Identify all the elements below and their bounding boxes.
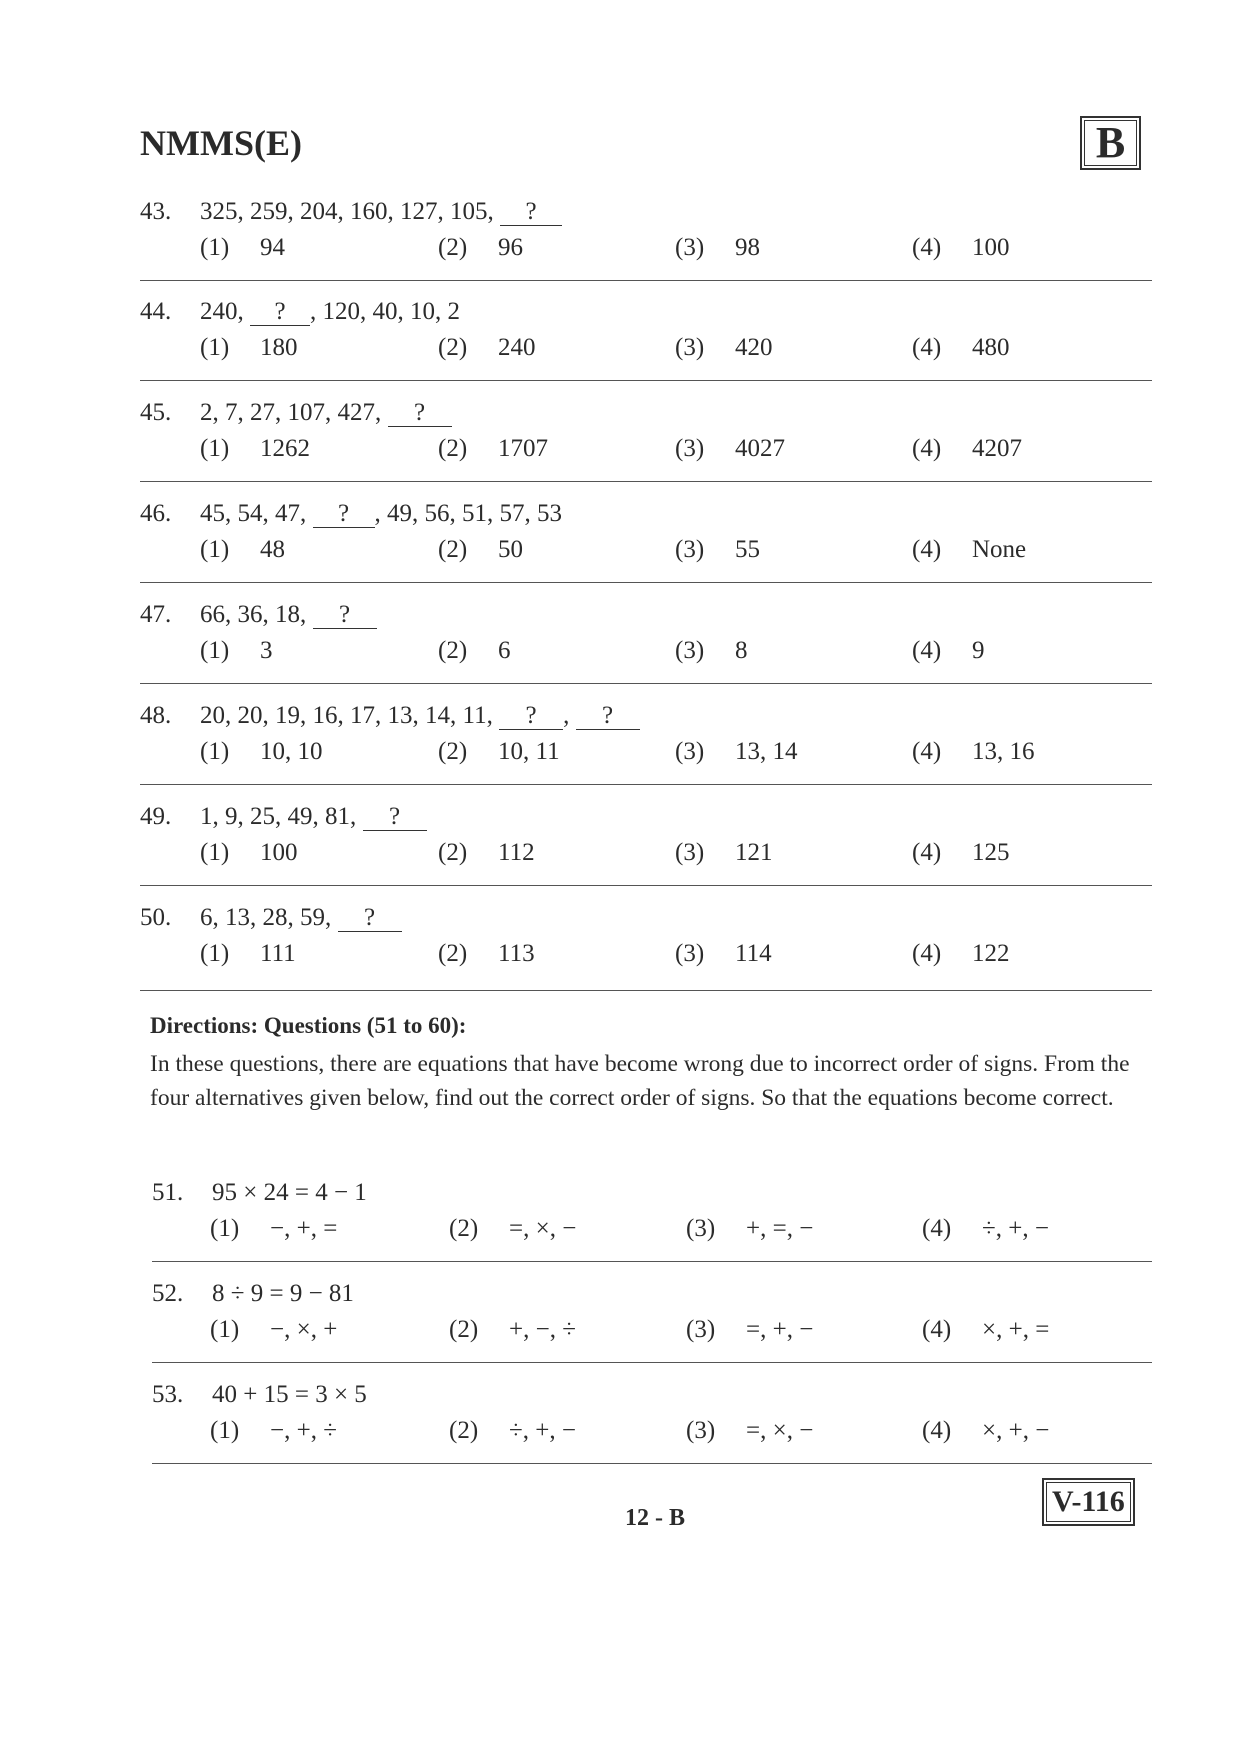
question-46 <box>140 500 1152 600</box>
option-1: (1) 100 <box>200 839 298 866</box>
option-1: (1) 1262 <box>200 435 310 462</box>
answer-blank: ? <box>499 703 563 730</box>
option-4: (4) 122 <box>912 940 1010 967</box>
question-51 <box>152 1179 1152 1279</box>
option-4: (4) None <box>912 536 1027 563</box>
divider <box>140 784 1152 785</box>
option-1: (1) 180 <box>200 334 298 361</box>
question-number: 43. <box>140 198 172 225</box>
option-4: (4) ×, +, − <box>922 1417 1050 1444</box>
answer-blank: ? <box>313 602 377 629</box>
question-number: 45. <box>140 399 172 426</box>
option-1: (1) 94 <box>200 234 285 261</box>
question-number: 52. <box>152 1280 184 1307</box>
option-3: (3) 4027 <box>675 435 785 462</box>
question-stem: 1, 9, 25, 49, 81, ? <box>200 803 427 831</box>
option-4: (4) 13, 16 <box>912 738 1035 765</box>
divider <box>140 990 1152 991</box>
option-2: (2) 6 <box>438 637 511 664</box>
divider <box>140 582 1152 583</box>
option-3: (3) 98 <box>675 234 760 261</box>
exam-title: NMMS(E) <box>140 123 302 163</box>
option-1: (1) −, +, = <box>210 1215 338 1242</box>
answer-blank: ? <box>313 501 375 528</box>
question-number: 49. <box>140 803 172 830</box>
option-3: (3) +, =, − <box>686 1215 814 1242</box>
answer-blank: ? <box>363 804 427 831</box>
option-4: (4) 4207 <box>912 435 1022 462</box>
question-number: 51. <box>152 1179 184 1206</box>
question-stem: 40 + 15 = 3 × 5 <box>212 1381 367 1408</box>
divider <box>140 683 1152 684</box>
option-1: (1) −, +, ÷ <box>210 1417 337 1444</box>
question-stem: 20, 20, 19, 16, 17, 13, 14, 11, ? , ? <box>200 702 640 730</box>
option-3: (3) =, ×, − <box>686 1417 814 1444</box>
question-number: 48. <box>140 702 172 729</box>
question-47 <box>140 601 1152 701</box>
question-45 <box>140 399 1152 499</box>
divider <box>152 1261 1152 1262</box>
option-1: (1) 48 <box>200 536 285 563</box>
option-3: (3) 121 <box>675 839 773 866</box>
option-2: (2) 113 <box>438 940 535 967</box>
option-3: (3) 420 <box>675 334 773 361</box>
option-4: (4) 125 <box>912 839 1010 866</box>
question-50 <box>140 904 1152 1004</box>
directions-heading: Directions: Questions (51 to 60): <box>150 1013 467 1038</box>
option-2: (2) 96 <box>438 234 523 261</box>
divider <box>152 1463 1152 1464</box>
answer-blank: ? <box>500 199 562 226</box>
option-3: (3) 8 <box>675 637 748 664</box>
question-number: 50. <box>140 904 172 931</box>
question-53 <box>152 1381 1152 1481</box>
question-number: 47. <box>140 601 172 628</box>
option-1: (1) 111 <box>200 940 296 967</box>
question-stem: 2, 7, 27, 107, 427, ? <box>200 399 452 427</box>
option-2: (2) 50 <box>438 536 523 563</box>
question-stem: 66, 36, 18, ? <box>200 601 377 629</box>
question-stem: 95 × 24 = 4 − 1 <box>212 1179 367 1206</box>
option-4: (4) 100 <box>912 234 1010 261</box>
option-2: (2) 112 <box>438 839 535 866</box>
option-4: (4) ×, +, = <box>922 1316 1050 1343</box>
option-3: (3) =, +, − <box>686 1316 814 1343</box>
question-number: 53. <box>152 1381 184 1408</box>
question-stem: 6, 13, 28, 59, ? <box>200 904 402 932</box>
option-2: (2) +, −, ÷ <box>449 1316 576 1343</box>
question-number: 44. <box>140 298 172 325</box>
option-2: (2) 1707 <box>438 435 548 462</box>
question-stem: 8 ÷ 9 = 9 − 81 <box>212 1280 354 1307</box>
question-number: 46. <box>140 500 172 527</box>
question-52 <box>152 1280 1152 1380</box>
answer-blank: ? <box>250 299 310 326</box>
option-3: (3) 114 <box>675 940 772 967</box>
divider <box>140 380 1152 381</box>
option-2: (2) 10, 11 <box>438 738 560 765</box>
answer-blank: ? <box>388 400 452 427</box>
option-1: (1) 3 <box>200 637 273 664</box>
question-stem: 45, 54, 47, ? , 49, 56, 51, 57, 53 <box>200 500 562 527</box>
directions-body: In these questions, there are equations that have become wrong due to incorrect order of signs. From the four alternatives given below, find out the correct order of signs. So that the equations become correct. <box>150 1051 1130 1111</box>
option-4: (4) 9 <box>912 637 985 664</box>
set-code-box: B <box>1080 116 1141 170</box>
option-3: (3) 55 <box>675 536 760 563</box>
option-1: (1) 10, 10 <box>200 738 323 765</box>
question-stem: 325, 259, 204, 160, 127, 105, ? <box>200 198 562 226</box>
option-3: (3) 13, 14 <box>675 738 798 765</box>
option-1: (1) −, ×, + <box>210 1316 338 1343</box>
answer-blank: ? <box>338 905 402 932</box>
answer-blank-2: ? <box>576 703 640 730</box>
paper-code-box: V-116 <box>1042 1478 1135 1526</box>
option-2: (2) ÷, +, − <box>449 1417 576 1444</box>
question-43 <box>140 198 1152 298</box>
question-48 <box>140 702 1152 802</box>
question-44 <box>140 298 1152 398</box>
question-stem: 240, ? , 120, 40, 10, 2 <box>200 298 460 325</box>
page-number: 12 - B <box>625 1505 685 1531</box>
divider <box>152 1362 1152 1363</box>
option-2: (2) =, ×, − <box>449 1215 577 1242</box>
option-2: (2) 240 <box>438 334 536 361</box>
option-4: (4) 480 <box>912 334 1010 361</box>
question-49 <box>140 803 1152 903</box>
divider <box>140 481 1152 482</box>
directions <box>150 1009 1160 1115</box>
option-4: (4) ÷, +, − <box>922 1215 1049 1242</box>
divider <box>140 885 1152 886</box>
divider <box>140 280 1152 281</box>
